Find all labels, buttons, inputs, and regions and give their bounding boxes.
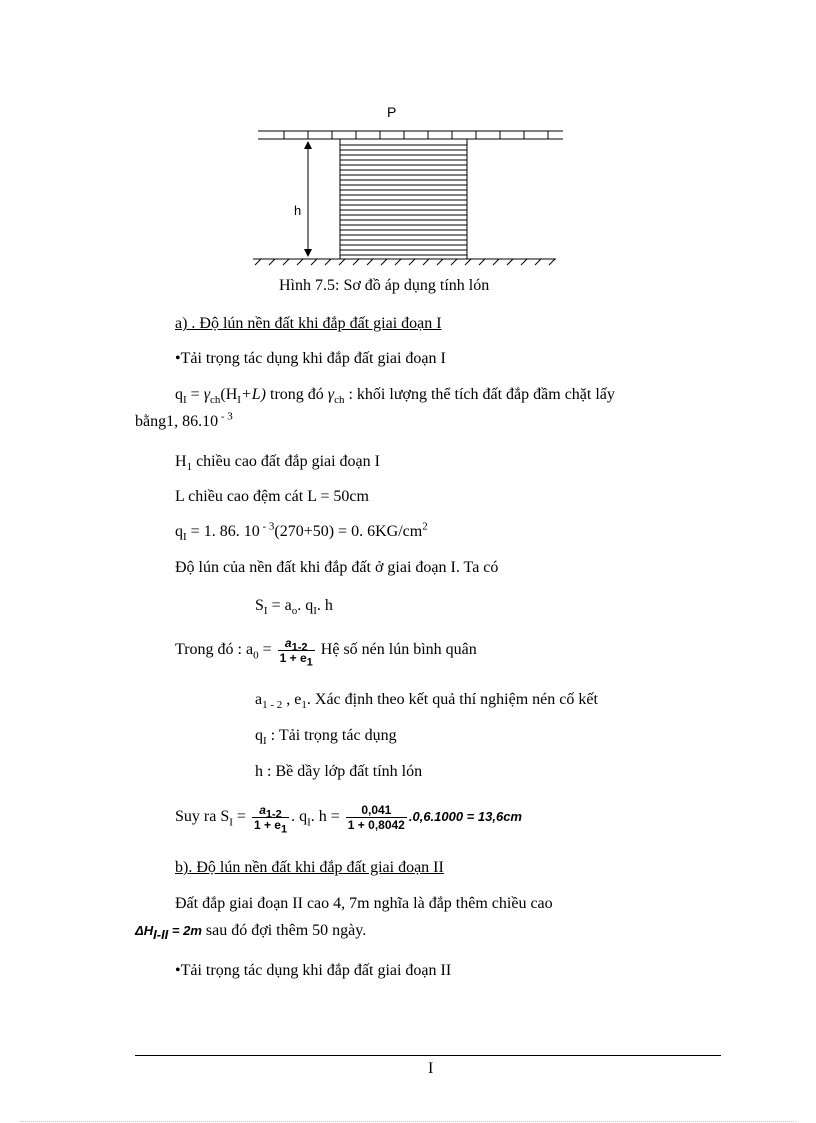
- result-value-fraction: [346, 803, 407, 832]
- s-rest: . q: [297, 597, 314, 614]
- page-bottom-border: [20, 1121, 796, 1122]
- e1-subscript: 1: [301, 699, 307, 712]
- where-desc: Hệ số nén lún bình quân: [316, 641, 477, 659]
- h1-subscript: 1: [186, 461, 193, 474]
- section-b-bullet: •Tải trọng tác dụng khi đắp đất giai đoạn II: [175, 962, 452, 979]
- section-b-heading: b). Độ lún nền đất khi đắp đất giai đoạn II: [175, 859, 444, 876]
- a-subscript: o: [291, 605, 298, 618]
- result-coefficient-fraction: [252, 803, 289, 836]
- qi-line: [255, 726, 397, 746]
- delta-h-subscript: I-II: [153, 927, 169, 943]
- qi-subscript: I: [263, 735, 267, 748]
- q-equals: =: [186, 386, 204, 403]
- s-symbol: S: [255, 597, 264, 614]
- result-tail: .0,6.1000 = 13,6cm: [408, 809, 522, 825]
- gamma-symbol-2: γ: [327, 386, 335, 403]
- result-pre: Suy ra S: [175, 808, 230, 826]
- delta-h-eq: = 2m: [168, 923, 202, 938]
- q-line2-text: bằng1, 86.10: [135, 413, 219, 430]
- h1-symbol: H: [175, 453, 187, 470]
- result-frac-num-sub: 1-2: [265, 808, 282, 821]
- height-arrow-down: [304, 249, 312, 257]
- delta-h-symbol: ΔH: [135, 923, 154, 938]
- q-definition-line2: [135, 412, 233, 432]
- a12-line: [255, 690, 598, 710]
- q-symbol: q: [175, 386, 183, 403]
- result-q-subscript: I: [307, 816, 311, 829]
- footer-rule: [135, 1055, 721, 1056]
- plus-l: +L): [240, 386, 266, 403]
- a12-desc: . Xác định theo kết quả thí nghiệm nén cố kết: [306, 691, 598, 708]
- qi-text: : Tải trọng tác dụng: [266, 727, 397, 744]
- l-line: L chiều cao đệm cát L = 50cm: [175, 488, 369, 505]
- result-value-num: 0,041: [346, 803, 407, 818]
- s-q-subscript: I: [313, 605, 317, 618]
- section-b-para1: Đất đắp giai đoạn II cao 4, 7m nghĩa là đắp thêm chiều cao: [175, 895, 553, 912]
- a12-text: , e: [282, 691, 302, 708]
- frac-den: 1 + e: [279, 651, 307, 665]
- q-subscript: I: [183, 394, 187, 407]
- q-calc-line: [175, 522, 428, 542]
- result-frac-num: a: [259, 803, 266, 817]
- result-frac-den: 1 + e: [253, 818, 281, 832]
- q-calc-exp2: 2: [422, 520, 428, 533]
- h1-line: [175, 452, 380, 472]
- result-line: [175, 803, 522, 836]
- q-line2-exp: - 3: [218, 410, 233, 423]
- q-definition-line: [175, 385, 718, 405]
- figure-caption: Hình 7.5: Sơ đồ áp dụng tính lón: [279, 277, 490, 294]
- q-desc2: : khối lượng thể tích đất đắp đầm chặt lấy: [344, 386, 615, 403]
- result-eq: =: [232, 808, 250, 826]
- q-calc-subscript: I: [183, 531, 187, 544]
- h-subscript: I: [237, 394, 241, 407]
- coefficient-fraction: [278, 636, 315, 669]
- frac-num-sub: 1-2: [291, 641, 308, 654]
- gamma-symbol: γ: [203, 386, 211, 403]
- result-mid2: . h =: [310, 808, 344, 826]
- result-mid: . q: [291, 808, 308, 826]
- where-pre: Trong đó : a: [175, 641, 254, 659]
- where-line: [175, 636, 477, 669]
- q-desc: trong đó: [266, 386, 328, 403]
- s-subscript: I: [263, 605, 268, 618]
- s-end: . h: [316, 597, 333, 614]
- h-open: (H: [220, 386, 238, 403]
- where-subscript: 0: [253, 649, 259, 662]
- q-calc-a: = 1. 86. 10: [186, 523, 260, 540]
- s-eq: = a: [267, 597, 292, 614]
- settlement-diagram: [250, 95, 570, 275]
- q-calc-symbol: q: [175, 523, 183, 540]
- frac-den-sub: 1: [306, 656, 313, 669]
- frac-num: a: [284, 636, 292, 650]
- h-line: h : Bề dầy lớp đất tính lón: [255, 763, 423, 780]
- section-b-para2: [135, 921, 366, 941]
- soil-column: [340, 139, 467, 259]
- qi-symbol: q: [255, 727, 263, 744]
- q-calc-b: (270+50) = 0. 6KG/cm: [274, 523, 423, 540]
- q-calc-exp: - 3: [259, 520, 275, 533]
- ch-subscript: ch: [210, 394, 221, 407]
- para2-text: sau đó đợi thêm 50 ngày.: [201, 922, 367, 939]
- result-value-den: 1 + 0,8042: [347, 818, 405, 832]
- settle-intro: Độ lún của nền đất khi đắp đất ở giai đoạn I. Ta có: [175, 559, 499, 576]
- where-eq: =: [258, 641, 276, 659]
- result-frac-den-sub: 1: [280, 823, 288, 836]
- height-label: h: [294, 203, 302, 218]
- height-arrow-up: [304, 141, 312, 149]
- h1-text: chiều cao đất đắp giai đoạn I: [192, 453, 380, 470]
- load-label: P: [387, 104, 397, 120]
- section-a-heading: a) . Độ lún nền đất khi đắp đất giai đoạn I: [175, 315, 442, 332]
- result-subscript: I: [229, 816, 233, 829]
- ground-hatching: [255, 259, 555, 265]
- load-arrows: [284, 131, 548, 139]
- s-formula-line: [255, 596, 333, 616]
- a12-symbol: a: [255, 691, 263, 708]
- page-number: I: [428, 1060, 434, 1077]
- a12-subscript: 1 - 2: [262, 699, 283, 712]
- section-a-bullet: •Tải trọng tác dụng khi đắp đất giai đoạn I: [175, 350, 446, 367]
- ch-subscript-2: ch: [334, 394, 345, 407]
